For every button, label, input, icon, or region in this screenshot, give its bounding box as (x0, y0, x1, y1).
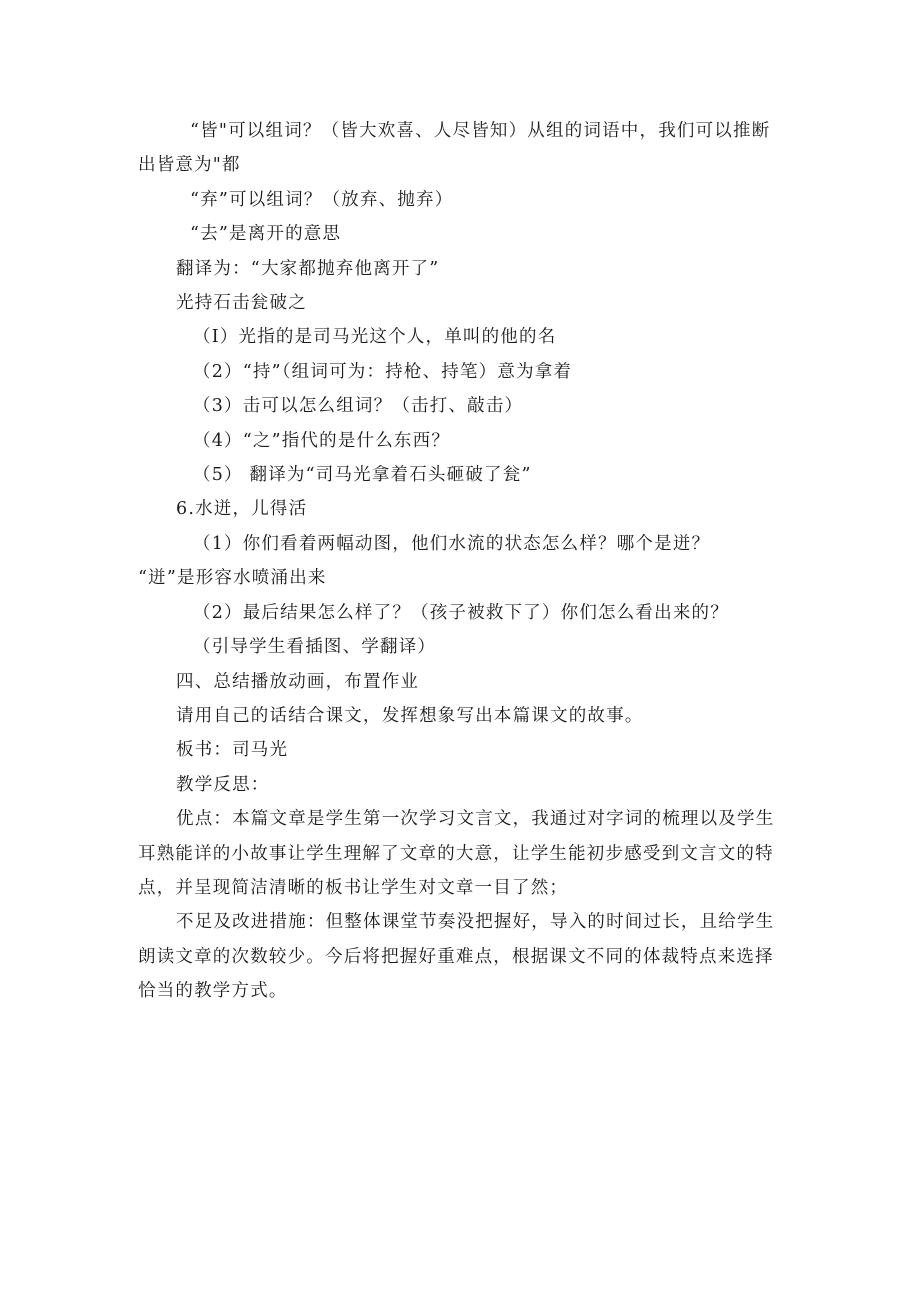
section-heading-summary: 四、总结播放动画，布置作业 (176, 671, 420, 692)
paragraph-sentence-guang: 光持石击瓮破之 (176, 293, 307, 314)
paragraph-section-6: 6.水迸，儿得活 (176, 499, 308, 520)
list-item-2: （2）“持”（组词可为：持枪、持笔）意为拿着 (193, 361, 573, 382)
list-item-1: （I）光指的是司马光这个人，单叫的他的名 (193, 327, 557, 348)
heading-reflection: 教学反思： (176, 774, 270, 795)
paragraph-guide-note: （引导学生看插图、学翻译） (193, 637, 437, 658)
paragraph-homework: 请用自己的话结合课文，发挥想象写出本篇课文的故事。 (176, 705, 644, 726)
paragraph-translation-1: 翻译为：“大家都抛弃他离开了” (176, 258, 440, 279)
paragraph-question-2: （2）最后结果怎么样了？（孩子被救下了）你们怎么看出来的？ (193, 602, 729, 623)
paragraph-beng-meaning: “迸”是形容水喷涌出来 (138, 568, 327, 589)
list-item-4: （4）“之”指代的是什么东西？ (193, 430, 451, 451)
paragraph-qi-meaning: “弃”可以组词？（放弃、抛弃） (190, 189, 454, 210)
paragraph-jie-meaning: “皆"可以组词？（皆大欢喜、人尽皆知）从组的词语中，我们可以推断出皆意为"都 (138, 121, 771, 176)
list-item-3: （3）击可以怎么组词？（击打、敲击） (193, 396, 524, 417)
list-item-5: （5） 翻译为“司马光拿着石头砸破了瓮” (193, 465, 532, 486)
paragraph-question-1: （1）你们看着两幅动图，他们水流的状态怎么样？哪个是迸？ (193, 533, 711, 554)
paragraph-qu-meaning: “去”是离开的意思 (190, 224, 342, 245)
paragraph-improvements: 不足及改进措施：但整体课堂节奏没把握好，导入的时间过长，且给学生朗读文章的次数较少。今后将把握好重难点，根据课文不同的体裁特点来选择恰当的教学方式。 (138, 912, 775, 1002)
paragraph-blackboard: 板书：司马光 (176, 740, 289, 761)
paragraph-strengths: 优点：本篇文章是学生第一次学习文言文，我通过对字词的梳理以及学生耳熟能详的小故事让学生理解了文章的大意，让学生能初步感受到文言文的特点，并呈现简洁清晰的板书让学生对文章一目了然； (138, 809, 775, 898)
document-body (138, 114, 788, 1009)
